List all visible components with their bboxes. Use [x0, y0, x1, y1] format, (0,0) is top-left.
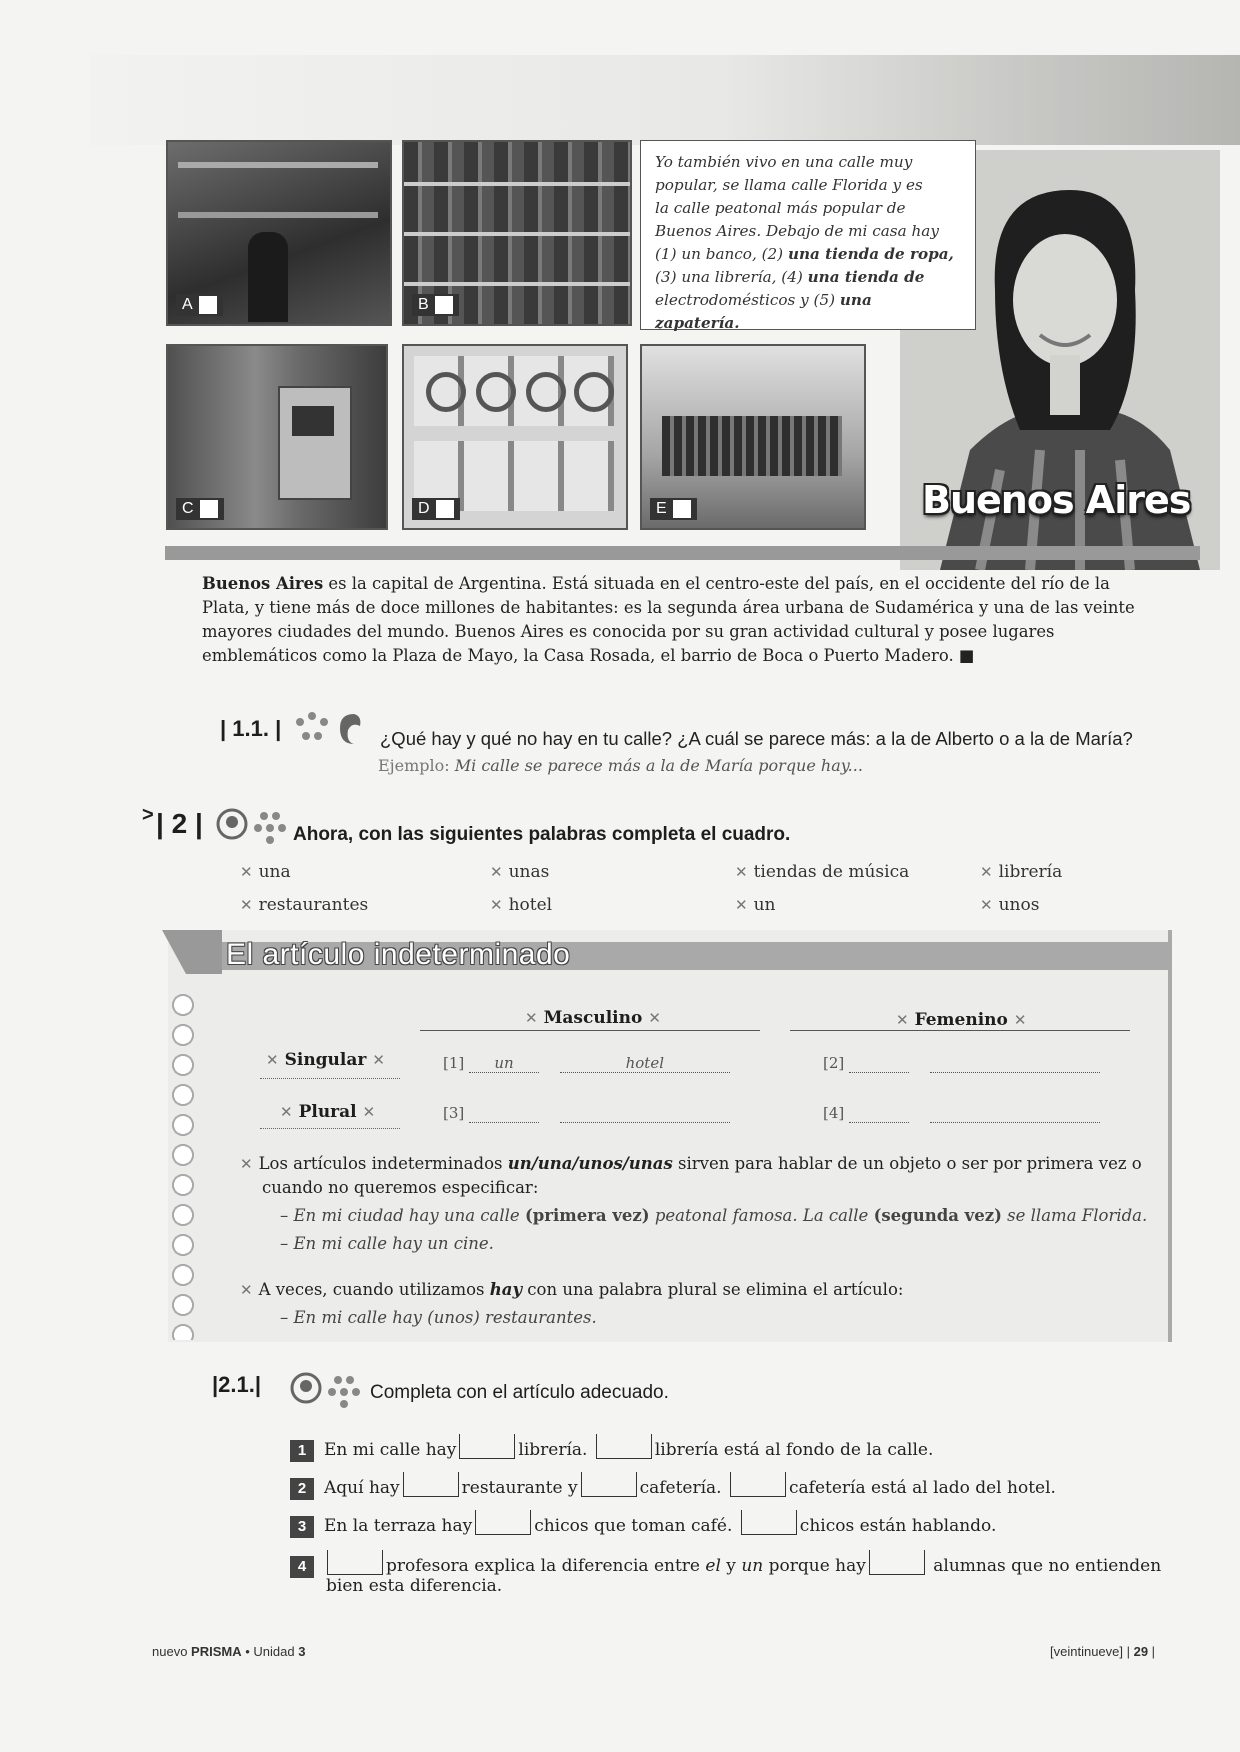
word-item: ✕ un: [735, 895, 776, 915]
decorative-circle-strip: [168, 990, 198, 1340]
list-item: 2 Aquí hay restaurante y cafetería. cafetería está al lado del hotel.: [290, 1472, 1056, 1500]
column-masculino: ✕ Masculino ✕: [525, 1008, 661, 1028]
row-plural: ✕ Plural ✕: [280, 1102, 376, 1122]
exercise-1-1-example: Ejemplo: Mi calle se parece más a la de María porque hay...: [378, 756, 863, 775]
list-item: 3 En la terraza hay chicos que toman café. chicos están hablando.: [290, 1510, 996, 1538]
individual-work-icon: [286, 1368, 366, 1416]
word-item: ✕ librería: [980, 862, 1063, 882]
answer-blank[interactable]: [475, 1510, 531, 1535]
column-femenino: ✕ Femenino ✕: [896, 1010, 1027, 1030]
rule-2-example: – En mi calle hay (unos) restaurantes.: [280, 1308, 597, 1327]
rule-1-example-1: – En mi ciudad hay una calle (primera vez) peatonal famosa. La calle (segunda vez) se llama Florida.: [280, 1206, 1148, 1225]
photo-label-d: D: [412, 498, 460, 520]
blank-1: [1] un hotel: [443, 1054, 730, 1073]
answer-blank[interactable]: [596, 1434, 652, 1459]
list-item-continuation: bien esta diferencia.: [326, 1576, 503, 1596]
bubble-line: (3) una librería, (4) una tienda de: [655, 268, 925, 286]
blank-4: [4]: [823, 1104, 1100, 1123]
exercise-2-1-number: |2.1.|: [212, 1372, 262, 1397]
answer-blank[interactable]: [459, 1434, 515, 1459]
word-item: ✕ unas: [490, 862, 550, 882]
speech-bubble: [640, 140, 976, 330]
answer-blank[interactable]: [327, 1550, 383, 1575]
photo-label-b: B: [412, 294, 459, 316]
blank-3: [3]: [443, 1104, 730, 1123]
answer-blank[interactable]: [403, 1472, 459, 1497]
exercise-1-1-question: ¿Qué hay y qué no hay en tu calle? ¿A cuál se parece más: a la de Alberto o a la de María?: [380, 728, 1133, 749]
exercise-2-arrow: >: [142, 804, 154, 826]
bubble-line: popular, se llama calle Florida y es: [655, 176, 923, 194]
intro-band: [165, 546, 1200, 560]
word-item: ✕ restaurantes: [240, 895, 369, 915]
rule-2: ✕ A veces, cuando utilizamos hay con una palabra plural se elimina el artículo:: [240, 1280, 904, 1299]
intro-paragraph: Buenos Aires es la capital de Argentina. Está situada en el centro-este del país, en el occidente del río de la Plata, y tiene más de doce millones de habitantes: es la segunda área urbana de Sudamérica y una de las veinte mayores ciudades del mundo. Buenos Aires es conocida por su gran actividad cultural y posee lugares emblemáticos como la Plaza de Mayo, la Casa Rosada, el barrio de Boca o Puerto Madero. ■: [202, 574, 1135, 665]
word-item: ✕ hotel: [490, 895, 553, 915]
photo-bank-atm: [166, 344, 388, 530]
rule-1: ✕ Los artículos indeterminados un/una/unos/unas sirven para hablar de un objeto o ser por primera vez o cuando no queremos especificar:: [240, 1154, 1142, 1197]
answer-blank[interactable]: [869, 1550, 925, 1575]
list-item: 4 profesora explica la diferencia entre el y un porque hay alumnas que no entienden: [290, 1550, 1161, 1578]
exercise-1-1-number: | 1.1. |: [220, 716, 282, 741]
footer-left: nuevo PRISMA • Unidad 3: [152, 1644, 306, 1659]
bubble-line: electrodomésticos y (5) una zapatería.: [655, 291, 872, 332]
bubble-line: (1) un banco, (2) una tienda de ropa,: [655, 245, 954, 263]
photo-shoe-store: [166, 140, 392, 326]
rule-1-example-2: – En mi calle hay un cine.: [280, 1234, 494, 1253]
word-item: ✕ una: [240, 862, 291, 882]
photo-label-c: C: [176, 498, 224, 520]
individual-work-icon: [212, 804, 292, 852]
background-street-image: [90, 55, 1240, 145]
grammar-box-title: El artículo indeterminado: [226, 938, 571, 971]
word-item: ✕ tiendas de música: [735, 862, 910, 882]
grammar-rules: [240, 1152, 1160, 1330]
bubble-line: Buenos Aires. Debajo de mi casa hay: [655, 222, 939, 240]
bubble-line: Yo también vivo en una calle muy: [655, 153, 913, 171]
row-singular: ✕ Singular ✕: [266, 1050, 385, 1070]
blank-2: [2]: [823, 1054, 1100, 1073]
photo-appliance-store: [402, 344, 628, 530]
exercise-2-number: | 2 |: [156, 808, 203, 839]
group-work-icon: [290, 708, 362, 752]
photo-clothing-store: [640, 344, 866, 530]
photo-label-a: A: [176, 294, 223, 316]
page-number: [veintinueve] | 29 |: [1050, 1644, 1156, 1659]
answer-blank[interactable]: [581, 1472, 637, 1497]
exercise-2-1-instruction: Completa con el artículo adecuado.: [370, 1382, 669, 1403]
city-title: Buenos Aires: [922, 478, 1191, 522]
photo-label-e: E: [650, 498, 697, 520]
answer-blank[interactable]: [730, 1472, 786, 1497]
answer-blank[interactable]: [741, 1510, 797, 1535]
list-item: 1 En mi calle hay librería. librería está al fondo de la calle.: [290, 1434, 933, 1462]
word-item: ✕ unos: [980, 895, 1040, 915]
bubble-line: la calle peatonal más popular de: [655, 199, 906, 217]
exercise-2-instruction: Ahora, con las siguientes palabras completa el cuadro.: [293, 824, 791, 845]
photo-bookstore: [402, 140, 632, 326]
